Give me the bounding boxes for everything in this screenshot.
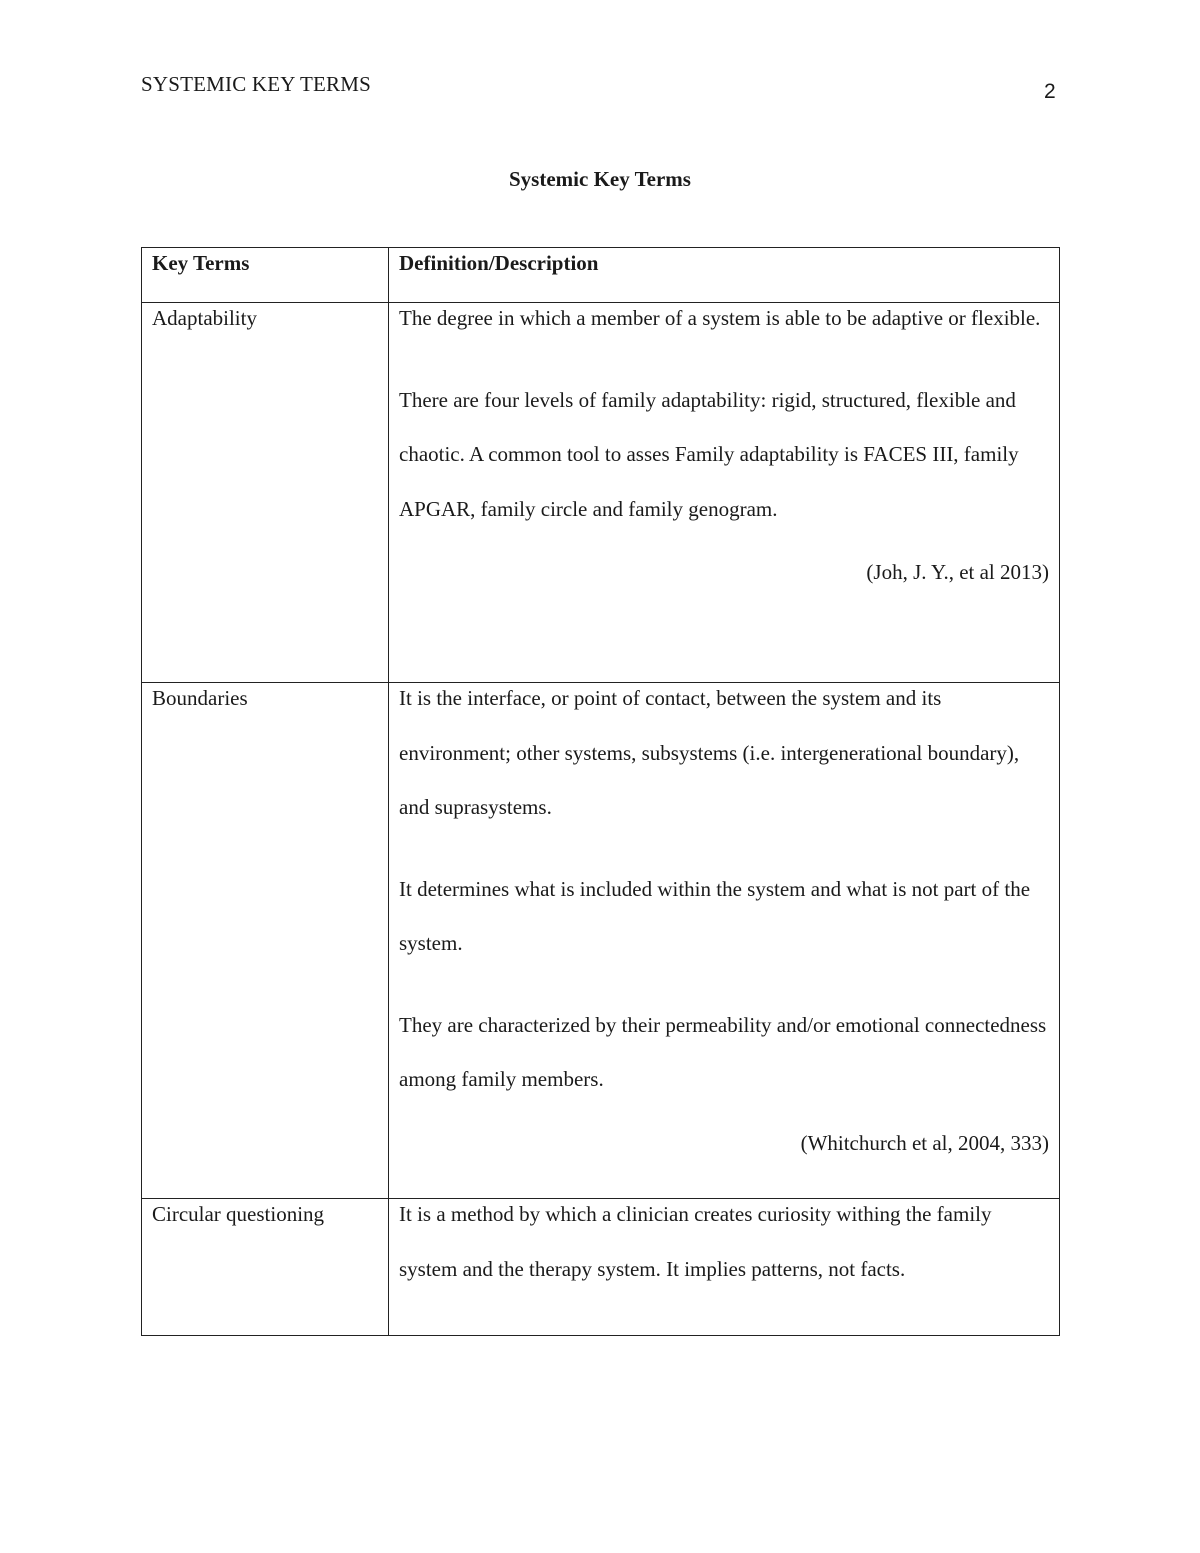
term-cell <box>142 683 389 1199</box>
citation: (Joh, J. Y., et al 2013) <box>866 560 1049 584</box>
term-adaptability: Adaptability <box>152 306 257 330</box>
term-cell <box>142 1199 389 1336</box>
term-boundaries: Boundaries <box>152 686 248 710</box>
definition-paragraph: It is a method by which a clinician creates curiosity withing the family system and the therapy system. It implies patterns, not facts. <box>399 1202 992 1281</box>
table-row <box>142 303 1060 683</box>
definition-cell <box>389 683 1060 1199</box>
page-title: Systemic Key Terms <box>509 167 691 191</box>
table-row <box>142 683 1060 1199</box>
key-terms-table <box>141 247 1060 1336</box>
definition-paragraph: The degree in which a member of a system is able to be adaptive or flexible. <box>399 306 1041 330</box>
table-row <box>142 1199 1060 1336</box>
definition-paragraph: It determines what is included within the system and what is not part of the system. <box>399 876 1031 955</box>
definition-paragraph: There are four levels of family adaptability: rigid, structured, flexible and chaotic. A common tool to asses Family adaptability is FACES III, family APGAR, family circle and family genogram. <box>399 387 1019 521</box>
term-cell <box>142 303 389 683</box>
citation: (Whitchurch et al, 2004, 333) <box>800 1130 1049 1155</box>
term-circular-questioning: Circular questioning <box>152 1202 325 1226</box>
column-header-key-terms: Key Terms <box>142 248 389 303</box>
page-number: 2 <box>1044 80 1056 103</box>
column-header-definition: Definition/Description <box>389 248 1060 303</box>
definition-cell <box>389 1199 1060 1336</box>
definition-paragraph: It is the interface, or point of contact, between the system and its environment; other systems, subsystems (i.e. intergenerational boundary), and suprasystems. <box>399 686 1020 819</box>
definition-paragraph: They are characterized by their permeability and/or emotional connectedness among family members. <box>399 1012 1047 1091</box>
running-head: SYSTEMIC KEY TERMS <box>141 72 371 96</box>
definition-cell <box>389 303 1060 683</box>
